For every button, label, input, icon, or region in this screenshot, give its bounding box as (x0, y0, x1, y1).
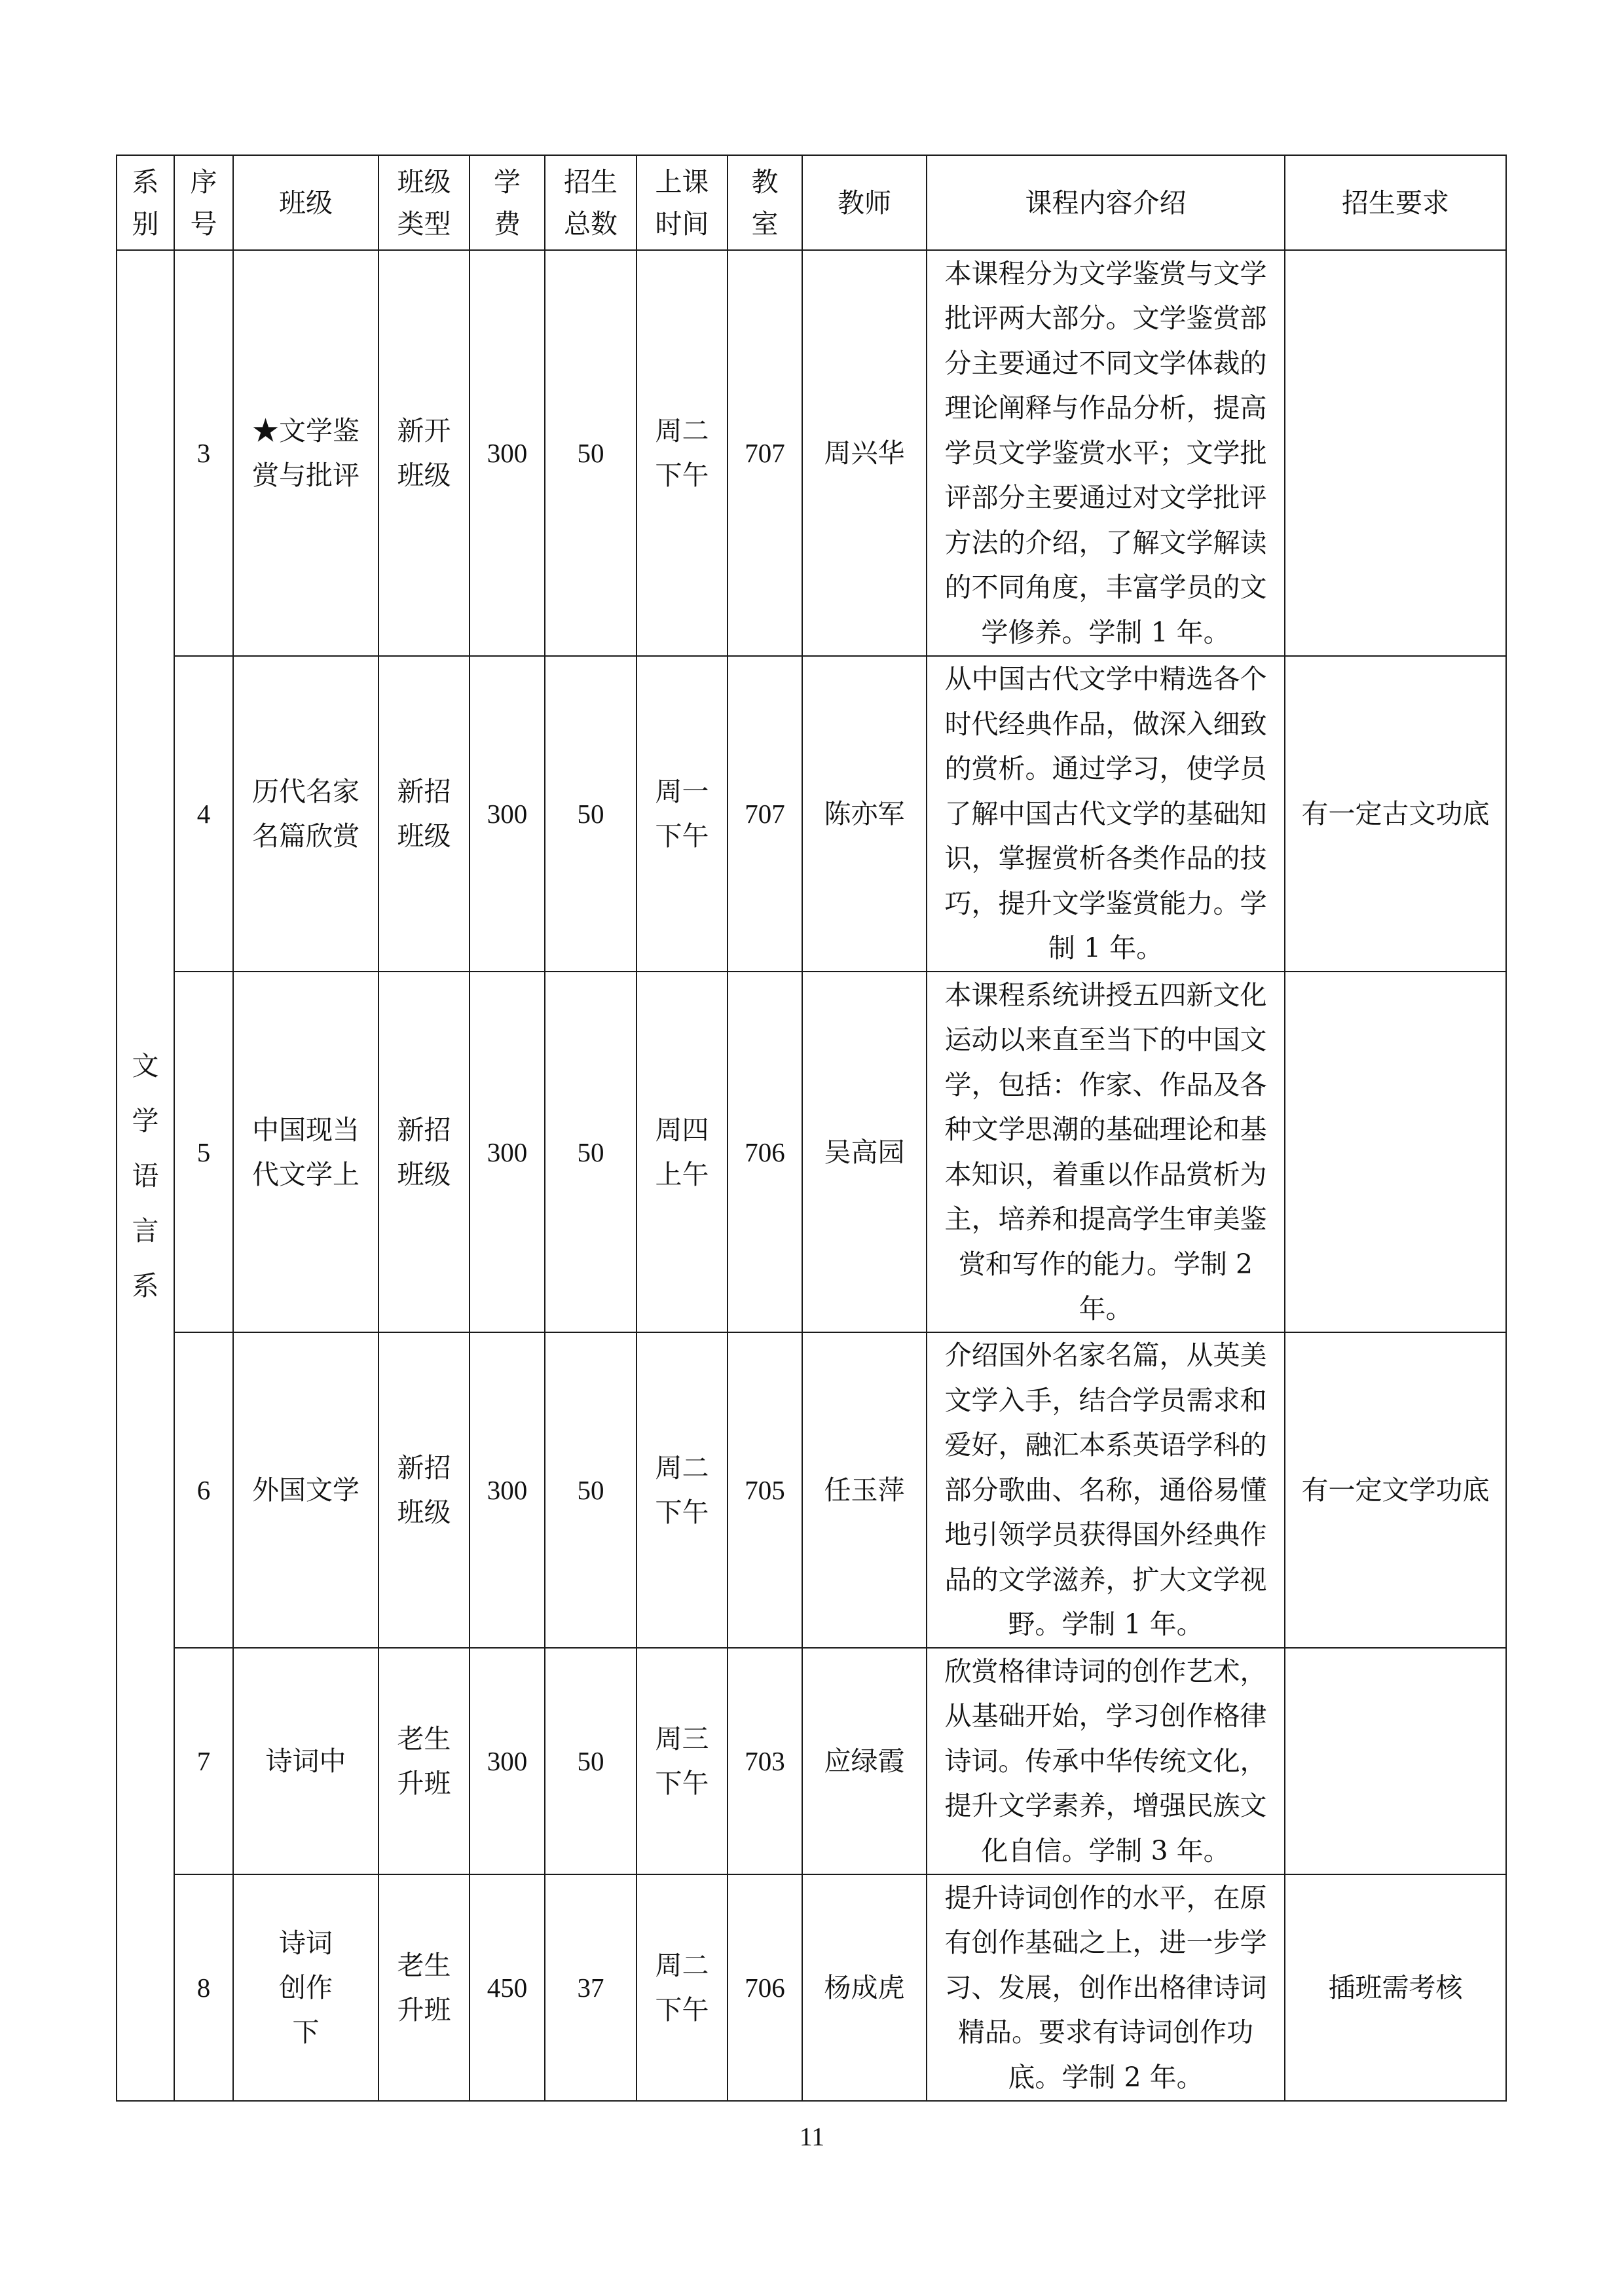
row-time: 周二下午 (637, 1874, 728, 2101)
row-time: 周一下午 (637, 656, 728, 972)
header-class-type: 班级类型 (378, 155, 470, 250)
table-row (117, 656, 1506, 972)
row-teacher: 陈亦军 (802, 656, 927, 972)
row-class-type: 老生升班 (378, 1874, 470, 2101)
row-seq: 4 (174, 656, 233, 972)
page-number: 11 (799, 2122, 825, 2151)
row-requirement: 有一定古文功底 (1285, 656, 1506, 972)
row-time: 周三下午 (637, 1648, 728, 1874)
row-class-type: 老生升班 (378, 1648, 470, 1874)
row-seq: 7 (174, 1648, 233, 1874)
header-fee: 学费 (470, 155, 545, 250)
header-desc: 课程内容介绍 (927, 155, 1285, 250)
row-seq: 5 (174, 972, 233, 1332)
row-class: 中国现当代文学上 (233, 972, 378, 1332)
header-quota: 招生总数 (545, 155, 637, 250)
row-teacher: 应绿霞 (802, 1648, 927, 1874)
header-class: 班级 (233, 155, 378, 250)
row-class: 历代名家名篇欣赏 (233, 656, 378, 972)
row-fee: 300 (470, 1648, 545, 1874)
row-requirement (1285, 972, 1506, 1332)
row-fee: 300 (470, 250, 545, 656)
row-room: 706 (728, 972, 802, 1332)
row-fee: 300 (470, 656, 545, 972)
table-row (117, 1648, 1506, 1874)
row-time: 周二下午 (637, 1332, 728, 1648)
row-quota: 50 (545, 250, 637, 656)
table-row (117, 1874, 1506, 2101)
row-description: 本课程分为文学鉴赏与文学批评两大部分。文学鉴赏部分主要通过不同文学体裁的理论阐释与作品分析，提高学员文学鉴赏水平；文学批评部分主要通过对文学批评方法的介绍，了解文学解读的不同角度，丰富学员的文学修养。学制 1 年。 (927, 250, 1285, 656)
department-cell (117, 250, 174, 2101)
table-row (117, 250, 1506, 656)
header-row (117, 155, 1506, 250)
row-room: 703 (728, 1648, 802, 1874)
row-class: 诗词创作下 (233, 1874, 378, 2101)
row-seq: 3 (174, 250, 233, 656)
row-time: 周四上午 (637, 972, 728, 1332)
row-teacher: 杨成虎 (802, 1874, 927, 2101)
row-class: ★文学鉴赏与批评 (233, 250, 378, 656)
table-row (117, 1332, 1506, 1648)
row-quota: 50 (545, 1332, 637, 1648)
row-class: 外国文学 (233, 1332, 378, 1648)
row-requirement (1285, 250, 1506, 656)
row-description: 提升诗词创作的水平，在原有创作基础之上，进一步学习、发展，创作出格律诗词精品。要求有诗词创作功底。学制 2 年。 (927, 1874, 1285, 2101)
row-quota: 50 (545, 656, 637, 972)
row-fee: 450 (470, 1874, 545, 2101)
header-time: 上课时间 (637, 155, 728, 250)
row-seq: 6 (174, 1332, 233, 1648)
row-room: 706 (728, 1874, 802, 2101)
table-row (117, 972, 1506, 1332)
row-description: 介绍国外名家名篇，从英美文学入手，结合学员需求和爱好，融汇本系英语学科的部分歌曲、名称，通俗易懂地引领学员获得国外经典作品的文学滋养，扩大文学视野。学制 1 年。 (927, 1332, 1285, 1648)
header-room: 教室 (728, 155, 802, 250)
row-quota: 50 (545, 972, 637, 1332)
row-class-type: 新招班级 (378, 656, 470, 972)
row-class-type: 新招班级 (378, 972, 470, 1332)
row-requirement: 插班需考核 (1285, 1874, 1506, 2101)
row-quota: 37 (545, 1874, 637, 2101)
row-requirement: 有一定文学功底 (1285, 1332, 1506, 1648)
row-fee: 300 (470, 972, 545, 1332)
header-teacher: 教师 (802, 155, 927, 250)
row-class-type: 新开班级 (378, 250, 470, 656)
row-class: 诗词中 (233, 1648, 378, 1874)
row-teacher: 吴高园 (802, 972, 927, 1332)
row-requirement (1285, 1648, 1506, 1874)
row-teacher: 周兴华 (802, 250, 927, 656)
row-fee: 300 (470, 1332, 545, 1648)
row-room: 705 (728, 1332, 802, 1648)
header-seq: 序号 (174, 155, 233, 250)
department-name: 文学语言系 (132, 1049, 159, 1302)
header-req: 招生要求 (1285, 155, 1506, 250)
row-description: 欣赏格律诗词的创作艺术，从基础开始，学习创作格律诗词。传承中华传统文化，提升文学素养，增强民族文化自信。学制 3 年。 (927, 1648, 1285, 1874)
course-table (116, 155, 1507, 2102)
row-time: 周二下午 (637, 250, 728, 656)
row-room: 707 (728, 656, 802, 972)
row-description: 从中国古代文学中精选各个时代经典作品，做深入细致的赏析。通过学习，使学员了解中国古代文学的基础知识，掌握赏析各类作品的技巧，提升文学鉴赏能力。学制 1 年。 (927, 656, 1285, 972)
row-teacher: 任玉萍 (802, 1332, 927, 1648)
header-dept: 系别 (117, 155, 174, 250)
row-seq: 8 (174, 1874, 233, 2101)
row-quota: 50 (545, 1648, 637, 1874)
row-room: 707 (728, 250, 802, 656)
row-class-type: 新招班级 (378, 1332, 470, 1648)
row-description: 本课程系统讲授五四新文化运动以来直至当下的中国文学，包括：作家、作品及各种文学思潮的基础理论和基本知识，着重以作品赏析为主，培养和提高学生审美鉴赏和写作的能力。学制 2 年。 (927, 972, 1285, 1332)
